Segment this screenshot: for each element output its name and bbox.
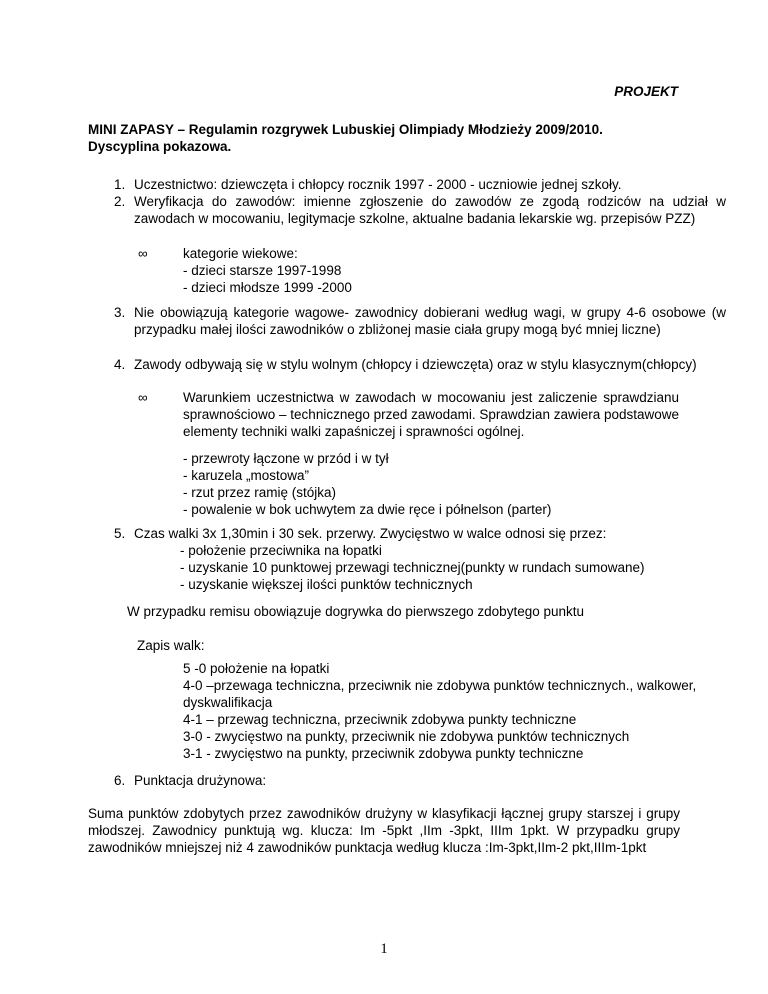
technique-element: - rzut przez ramię (stójka)	[183, 485, 337, 500]
record-line: 3-1 - zwycięstwo na punkty, przeciwnik zdobywa punkty techniczne	[183, 746, 584, 761]
record-line: 5 -0 położenie na łopatki	[183, 661, 330, 676]
team-scoring-paragraph	[88, 805, 680, 856]
item-text: Uczestnictwo: dziewczęta i chłopcy rocznik 1997 - 2000 - uczniowie jednej szkoły.	[134, 177, 622, 192]
subtitle-line: Dyscyplina pokazowa.	[88, 139, 232, 154]
item-text-line: Nie obowiązują kategorie wagowe- zawodnicy dobierani według wagi, w grupy 4-6 osobowe (w	[134, 305, 726, 320]
page-number: 1	[380, 941, 388, 957]
item-text	[134, 304, 726, 338]
item-number: 3.	[114, 305, 126, 320]
item-text-line: zawodach w mocowaniu, legitymacje szkolne, aktualne badania lekarskie wg. przepisów PZZ)	[134, 211, 696, 226]
scoring-line: Suma punktów zdobytych przez zawodników drużyny w klasyfikacji łącznej grupy starszej i grupy	[88, 806, 680, 821]
item-number: 4.	[114, 357, 126, 372]
technique-line: Warunkiem uczestnictwa w zawodach w mocowaniu jest zaliczenie sprawdzianu	[183, 390, 679, 405]
item-text: Czas walki 3x 1,30min i 30 sek. przerwy. Zwycięstwo w walce odnosi się przez:	[134, 526, 607, 541]
record-line: 4-0 –przewaga techniczna, przeciwnik nie zdobywa punktów technicznych., walkower,	[183, 678, 697, 693]
item-text-line: Weryfikacja do zawodów: imienne zgłoszenie do zawodów ze zgodą rodziców na udział w	[134, 194, 726, 209]
victory-condition: - położenie przeciwnika na łopatki	[180, 543, 382, 558]
item-text-line: przypadku małej ilości zawodników o zbliżonej masie ciała grupy mogą być mniej liczne)	[134, 322, 661, 337]
item-number: 5.	[114, 526, 126, 541]
technique-elements	[183, 450, 551, 518]
tie-rule: W przypadku remisu obowiązuje dogrywka do pierwszego zdobytego punktu	[127, 604, 584, 619]
victory-conditions	[180, 542, 645, 593]
item-number: 6.	[114, 773, 126, 788]
item-text	[134, 193, 726, 227]
item-text: Zawody odbywają się w stylu wolnym (chłopcy i dziewczęta) oraz w stylu klasycznym(chłopcy)	[134, 357, 697, 372]
technique-line: elementy techniki walki zapaśniczej i sprawności ogólnej.	[183, 424, 525, 439]
item-text: Punktacja drużynowa:	[134, 773, 267, 788]
title-line: MINI ZAPASY – Regulamin rozgrywek Lubuskiej Olimpiady Młodzieży 2009/2010.	[88, 122, 603, 137]
age-categories	[183, 245, 352, 296]
bullet-icon: ∞	[138, 390, 148, 405]
age-younger: - dzieci młodsze 1999 -2000	[183, 280, 352, 295]
technique-line: sprawnościowo – technicznego przed zawodami. Sprawdzian zawiera podstawowe	[183, 407, 680, 422]
technique-element: - powalenie w bok uchwytem za dwie ręce i półnelson (parter)	[183, 502, 552, 517]
scoring-line: młodszej. Zawodnicy punktują wg. klucza: Im -5pkt ,IIm -3pkt, IIIm 1pkt. W przypadku grupy	[88, 823, 680, 838]
document-title	[88, 121, 603, 155]
age-heading: kategorie wiekowe:	[183, 246, 298, 261]
technique-element: - karuzela „mostowa”	[183, 468, 310, 483]
record-line: 4-1 – przewag techniczna, przeciwnik zdobywa punkty techniczne	[183, 712, 577, 727]
record-list	[183, 660, 697, 762]
record-line: dyskwalifikacja	[183, 695, 273, 710]
bullet-icon: ∞	[138, 246, 148, 261]
project-label: PROJEKT	[614, 84, 678, 99]
victory-condition: - uzyskanie większej ilości punktów technicznych	[180, 577, 473, 592]
scoring-line: zawodników mniejszej niż 4 zawodników punktacja według klucza :Im-3pkt,IIm-2 pkt,IIIm-1pkt	[88, 840, 647, 855]
technique-requirement	[183, 389, 679, 440]
age-older: - dzieci starsze 1997-1998	[183, 263, 342, 278]
item-number: 2.	[114, 194, 126, 209]
technique-element: - przewroty łączone w przód i w tył	[183, 451, 389, 466]
record-line: 3-0 - zwycięstwo na punkty, przeciwnik nie zdobywa punktów technicznych	[183, 729, 630, 744]
victory-condition: - uzyskanie 10 punktowej przewagi technicznej(punkty w rundach sumowane)	[180, 560, 645, 575]
record-heading: Zapis walk:	[137, 638, 205, 653]
item-number: 1.	[114, 177, 126, 192]
